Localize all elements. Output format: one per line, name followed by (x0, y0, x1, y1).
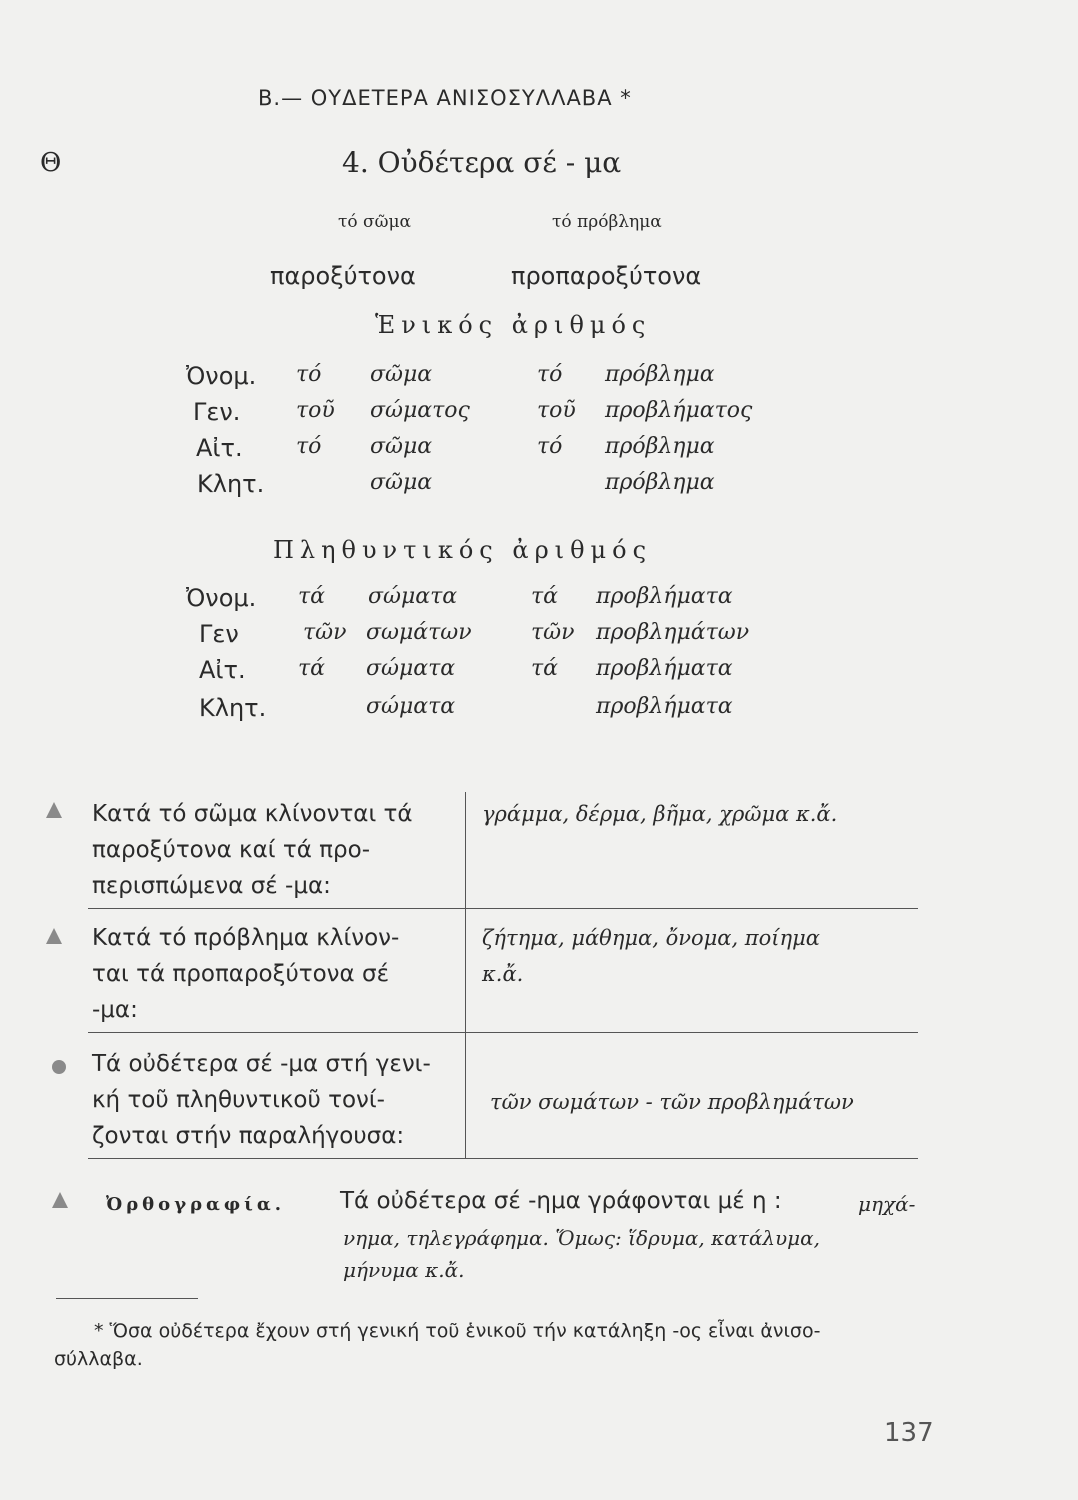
rule-examples (482, 796, 837, 832)
article: τά (531, 584, 559, 609)
rule-examples (482, 920, 820, 992)
table-divider-row (88, 908, 918, 909)
case-label: Κλητ. (199, 694, 267, 722)
example-right: τό πρόβλημα (552, 212, 662, 232)
accent-left: παροξύτονα (270, 262, 416, 290)
case-label: Ὀνομ. (186, 584, 257, 612)
rule-line: περισπώμενα σέ -μα: (92, 873, 331, 899)
case-label: Αἰτ. (196, 434, 243, 462)
rule-line: Τά οὐδέτερα σέ -μα στή γενι- (92, 1051, 431, 1077)
section-title: 4. Οὐδέτερα σέ - μα (342, 146, 622, 179)
footnote-rule (56, 1298, 198, 1299)
rule-text (92, 796, 413, 904)
rule-text (92, 920, 399, 1028)
declined-word: σῶμα (370, 362, 433, 387)
page-number: 137 (884, 1418, 934, 1448)
declined-word: σώματα (368, 584, 458, 609)
article: τῶν (531, 620, 575, 645)
declined-word: σῶμα (370, 434, 433, 459)
triangle-bullet-icon (46, 802, 62, 818)
example-left: τό σῶμα (338, 212, 412, 232)
declined-word: προβλημάτων (596, 620, 750, 645)
accent-right: προπαροξύτονα (511, 262, 702, 290)
dot-bullet-icon (52, 1060, 66, 1074)
article: τό (537, 434, 563, 459)
rule-text (92, 1046, 431, 1154)
declined-word: σώματα (366, 694, 456, 719)
declined-word: σώματα (366, 656, 456, 681)
orthography-line: Τά οὐδέτερα σέ -ημα γράφονται μέ η : (340, 1188, 782, 1214)
article: τό (296, 362, 322, 387)
declined-word: σῶμα (370, 470, 433, 495)
rule-line: Κατά τό πρόβλημα κλίνον- (92, 925, 400, 951)
orthography-line: μήνυμα κ.ἄ. (343, 1258, 465, 1282)
declined-word: πρόβλημα (605, 434, 715, 459)
rule-line: -μα: (92, 997, 138, 1023)
rule-examples (490, 1084, 854, 1120)
article: τά (298, 584, 326, 609)
example-line: τῶν σωμάτων - τῶν προβλημάτων (490, 1090, 854, 1114)
declined-word: προβλήματος (605, 398, 753, 423)
section-marker: Θ (40, 148, 62, 178)
rule-line: παροξύτονα καί τά προ- (92, 837, 370, 863)
case-label: Αἰτ. (199, 656, 246, 684)
article: τῶν (303, 620, 347, 645)
rule-line: ζονται στήν παραλήγουσα: (92, 1123, 405, 1149)
plural-title: Πληθυντικός ἀριθμός (273, 536, 653, 564)
table-divider-row (88, 1032, 918, 1033)
case-label: Ὀνομ. (186, 362, 257, 390)
article: τά (298, 656, 326, 681)
singular-title: Ἑνικός ἀριθμός (375, 311, 652, 339)
article: τό (537, 362, 563, 387)
table-bottom-line (88, 1158, 918, 1159)
triangle-bullet-icon (46, 928, 62, 944)
declined-word: σώματος (370, 398, 470, 423)
example-line: γράμμα, δέρμα, βῆμα, χρῶμα κ.ἄ. (482, 802, 838, 826)
declined-word: προβλήματα (596, 694, 733, 719)
footnote-text: σύλλαβα. (54, 1348, 143, 1370)
article: τοῦ (537, 398, 576, 423)
example-line: ζήτημα, μάθημα, ὄνομα, ποίημα (482, 926, 820, 950)
article: τό (296, 434, 322, 459)
declined-word: σωμάτων (366, 620, 472, 645)
rule-line: Κατά τό σῶμα κλίνονται τά (92, 801, 413, 827)
case-label: Κλητ. (197, 470, 265, 498)
declined-word: πρόβλημα (605, 362, 715, 387)
case-label: Γεν (199, 620, 239, 648)
declined-word: προβλήματα (596, 656, 733, 681)
footnote-text: * Ὅσα οὐδέτερα ἔχουν στή γενική τοῦ ἑνικοῦ τήν κατάληξη -ος εἶναι ἀνισο- (94, 1320, 821, 1342)
orthography-line: νημα, τηλεγράφημα. Ὅμως: ἵδρυμα, κατάλυμα, (343, 1226, 821, 1250)
orthography-line-italic: μηχά- (858, 1192, 916, 1216)
triangle-bullet-icon (52, 1192, 68, 1208)
article: τά (531, 656, 559, 681)
article: τοῦ (296, 398, 335, 423)
rule-line: κή τοῦ πληθυντικοῦ τονί- (92, 1087, 385, 1113)
declined-word: προβλήματα (596, 584, 733, 609)
page-header: Β.— ΟΥΔΕΤΕΡΑ ΑΝΙΣΟΣΥΛΛΑΒΑ * (258, 86, 632, 110)
case-label: Γεν. (193, 398, 241, 426)
declined-word: πρόβλημα (605, 470, 715, 495)
rule-line: ται τά προπαροξύτονα σέ (92, 961, 390, 987)
table-divider-vertical (465, 792, 466, 1158)
orthography-label: Ὀρθογραφία. (106, 1194, 286, 1215)
example-line: κ.ἄ. (482, 962, 524, 986)
